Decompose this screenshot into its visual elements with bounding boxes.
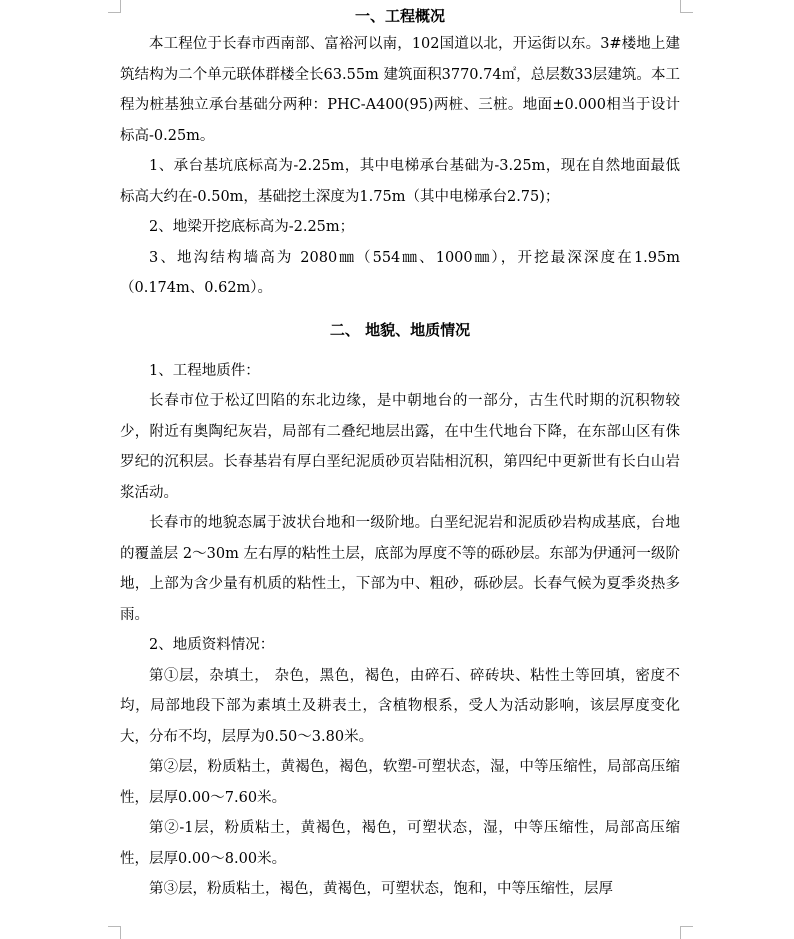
paragraph: 1、承台基坑底标高为-2.25m，其中电梯承台基础为-3.25m，现在自然地面最低标高大约在-0.50m，基础挖土深度为1.75m（其中电梯承台2.75)； bbox=[120, 158, 680, 205]
paragraph: 第③层，粉质粘土，褐色，黄褐色，可塑状态，饱和，中等压缩性，层厚 bbox=[149, 881, 613, 897]
paragraph: 第②-1层，粉质粘土，黄褐色，褐色，可塑状态，湿，中等压缩性，局部高压缩性，层厚0.00～8.00米。 bbox=[120, 820, 680, 867]
paragraph: 长春市位于松辽凹陷的东北边缘，是中朝地台的一部分，古生代时期的沉积物较少，附近有奥陶纪灰岩，局部有二叠纪地层出露，在中生代地台下降，在东部山区有侏罗纪的沉积层。长春基岩有厚白垩纪泥质砂页岩陆相沉积，第四纪中更新世有长白山岩浆活动。 bbox=[120, 393, 680, 501]
section-heading-geology: 二、 地貌、地质情况 bbox=[329, 320, 471, 339]
page-corner-mark bbox=[680, 926, 693, 939]
paragraph: 第②层，粉质粘土，黄褐色，褐色，软塑-可塑状态，湿，中等压缩性，局部高压缩性，层厚0.00～7.60米。 bbox=[120, 759, 680, 806]
paragraph: 3、地沟结构墙高为 2080㎜（554㎜、1000㎜），开挖最深深度在1.95m（0.174m、0.62m）。 bbox=[120, 249, 680, 296]
section-heading-project-overview: 一、工程概况 bbox=[354, 7, 445, 25]
paragraph: 第①层，杂填土， 杂色，黑色，褐色，由碎石、碎砖块、粘性土等回填，密度不均，局部地段下部为素填土及耕表土，含植物根系，受人为活动影响，该层厚度变化大，分布不均，层厚为0.50～3.80米。 bbox=[120, 667, 680, 745]
paragraph: 本工程位于长春市西南部、富裕河以南，102国道以北，开运街以东。3#楼地上建筑结构为二个单元联体群楼全长63.55m 建筑面积3770.74㎡，总层数33层建筑。本工程为桩基独立承台基础分两种：PHC-A400(95)两桩、三桩。地面±0.000相当于设计标高-0.25m。 bbox=[120, 36, 680, 144]
paragraph: 长春市的地貌态属于波状台地和一级阶地。白垩纪泥岩和泥质砂岩构成基底，台地的覆盖层 2～30m 左右厚的粘性土层，底部为厚度不等的砾砂层。东部为伊通河一级阶地，上部为含少量有机质的粘性土，下部为中、粗砂，砾砂层。长春气候为夏季炎热多雨。 bbox=[120, 515, 680, 623]
paragraph: 2、地质资料情况： bbox=[149, 637, 275, 653]
paragraph: 2、地梁开挖底标高为-2.25m； bbox=[149, 219, 355, 235]
document-page bbox=[120, 6, 680, 905]
page-corner-mark bbox=[680, 0, 693, 13]
paragraph: 1、工程地质件： bbox=[149, 362, 260, 379]
page-corner-mark bbox=[108, 926, 121, 939]
